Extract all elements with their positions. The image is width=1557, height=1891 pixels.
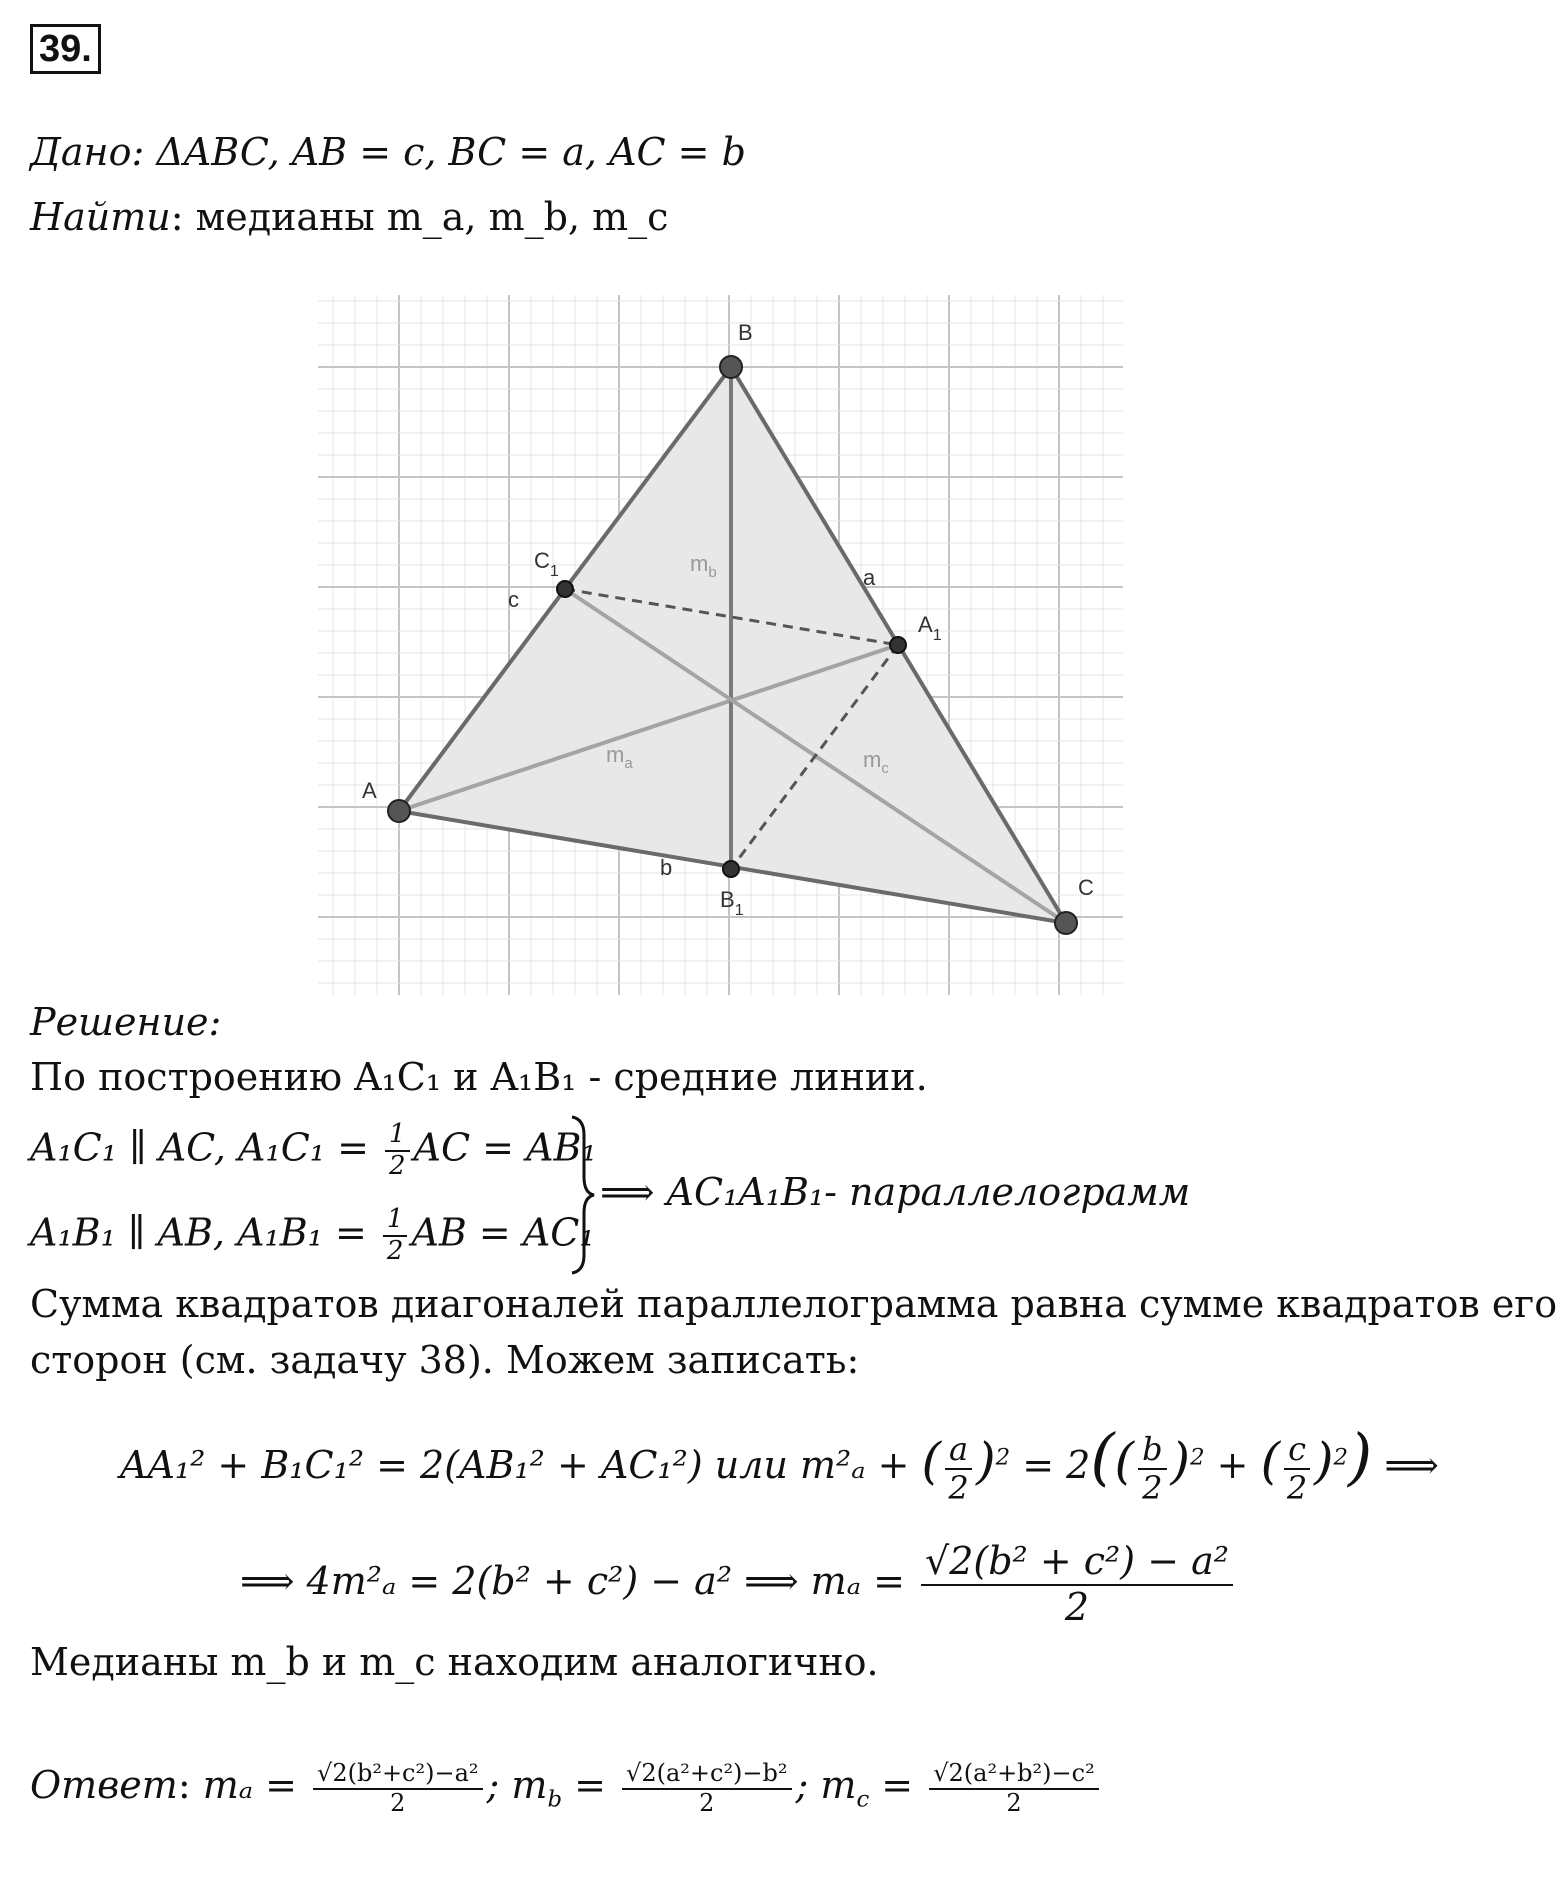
label-mb: $m_b$ [690, 551, 717, 581]
triangle-figure [318, 295, 1123, 995]
system-line1: A₁C₁ ∥ AC, A₁C₁ = $\frac{1}{2}$ AC = AB₁ [30, 1119, 597, 1181]
similar-line: Медианы m_b и m_c находим аналогично. [30, 1640, 879, 1684]
paragraph-line1: Сумма квадратов диагоналей параллелограмма равна сумме квадратов его [30, 1282, 1557, 1326]
answer-line: Ответ: mₐ = $\frac{\text{√2(b²+c²)−a²}}{2}$ ; $m_b$ = $\frac{\text{√2(a²+c²)−b²}}{2}$ ; $m_c$ = $\frac{\text{√2(a²+b²)−c²}}{2}$ [30, 1760, 1103, 1817]
answer-label: Ответ [30, 1763, 178, 1808]
vertex-b [720, 356, 742, 378]
point-c1 [557, 581, 573, 597]
label-c1: $C_1$ [534, 548, 559, 580]
vertex-c [1055, 912, 1077, 934]
find-label: Найти [30, 195, 171, 239]
label-a: A [362, 778, 377, 803]
label-side-c: c [508, 587, 519, 612]
label-ma: $m_a$ [606, 742, 633, 772]
answer-mb: √2(a²+c²)−b² [622, 1760, 791, 1790]
solution-label: Решение: [30, 1000, 222, 1044]
label-b1: $B_1$ [720, 887, 744, 919]
find-text: : медианы m_a, m_b, m_c [170, 195, 669, 239]
point-a1 [890, 637, 906, 653]
answer-mc: √2(a²+b²)−c² [929, 1760, 1098, 1790]
given-label: Дано [30, 130, 132, 174]
label-c: C [1078, 875, 1094, 900]
given-line [30, 130, 746, 176]
label-side-a: a [863, 565, 876, 590]
equation-2: ⟹ 4m²ₐ = 2(b² + c²) − a² ⟹ mₐ = $\frac{\text{√2(b² + c²) − a²}}{2}$ [240, 1540, 1237, 1629]
answer-ma: √2(b²+c²)−a² [313, 1760, 482, 1790]
problem-number: 39. [30, 24, 101, 74]
solution-line1: По построению A₁C₁ и A₁B₁ - средние линии. [30, 1055, 928, 1099]
find-line [30, 195, 668, 241]
right-brace [568, 1115, 598, 1275]
vertex-a [388, 800, 410, 822]
label-b: B [738, 320, 753, 345]
given-text: : ΔABC, AB = c, BC = a, AC = b [131, 130, 746, 174]
label-side-b: b [660, 855, 673, 880]
equation-1: AA₁² + B₁C₁² = 2(AB₁² + AC₁²) или m²ₐ + ( $\frac{a}{2}$ )$^2$ = 2(( $\frac{b}{2}$ )$^2$ + ( $\frac{c}{2}$ )$^2$) ⟹ [120, 1420, 1439, 1507]
point-b1 [723, 861, 739, 877]
system-conclusion: ⟹ AC₁A₁B₁- параллелограмм [600, 1170, 1191, 1214]
label-a1: $A_1$ [918, 612, 942, 644]
paragraph-line2: сторон (см. задачу 38). Можем записать: [30, 1338, 860, 1382]
label-mc: $m_c$ [863, 747, 889, 777]
system-line2: A₁B₁ ∥ AB, A₁B₁ = $\frac{1}{2}$ AB = AC₁ [30, 1204, 595, 1266]
